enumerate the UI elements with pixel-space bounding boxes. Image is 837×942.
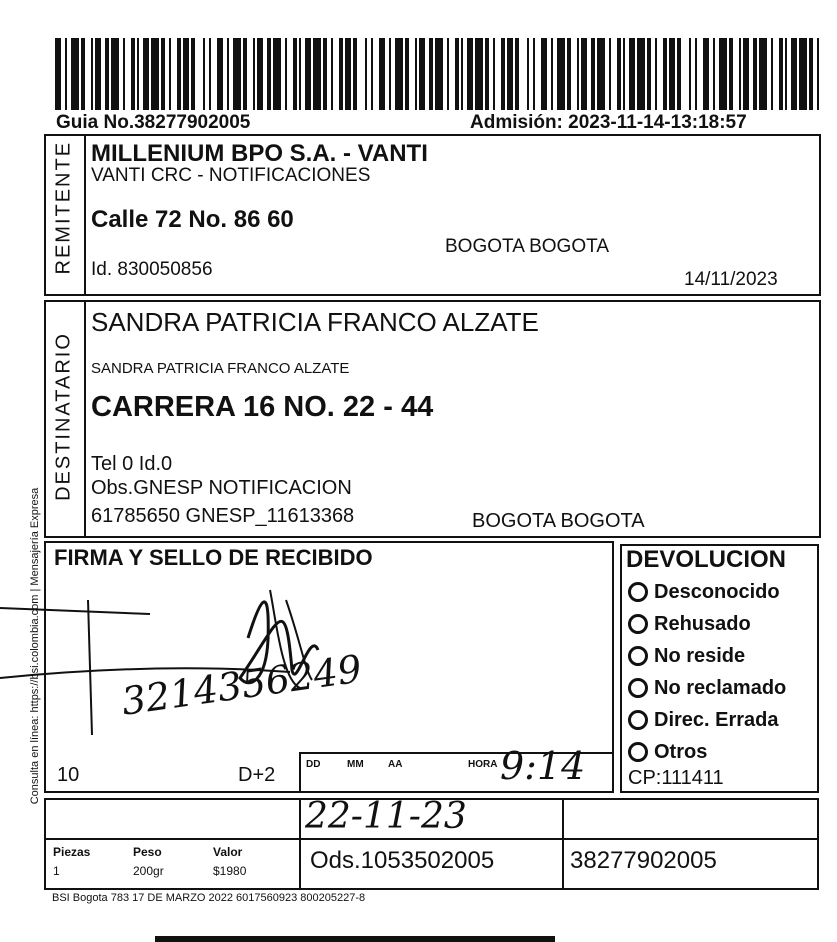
radio-circle-icon xyxy=(628,742,648,762)
ods-number: Ods.1053502005 xyxy=(310,847,495,874)
firma-d-code: D+2 xyxy=(238,764,276,786)
devolucion-option-label: No reclamado xyxy=(654,676,787,699)
radio-circle-icon xyxy=(628,614,648,634)
devolucion-options xyxy=(628,576,818,768)
mm-label: MM xyxy=(347,759,364,770)
piezas-label: Piezas xyxy=(53,845,91,859)
recipient-name: SANDRA PATRICIA FRANCO ALZATE xyxy=(91,307,539,337)
devolucion-option-label: Otros xyxy=(654,740,708,763)
sender-city: BOGOTA BOGOTA xyxy=(445,236,609,257)
devolucion-option-label: Desconocido xyxy=(654,580,780,603)
radio-circle-icon xyxy=(628,646,648,666)
sender-date: 14/11/2023 xyxy=(684,269,778,290)
hora-label: HORA xyxy=(468,759,498,770)
piezas-value: 1 xyxy=(53,864,60,878)
valor-label: Valor xyxy=(213,845,243,859)
barcode xyxy=(55,38,825,110)
sender-department: VANTI CRC - NOTIFICACIONES xyxy=(91,165,371,186)
aa-label: AA xyxy=(388,759,403,770)
guide-number: 38277902005 xyxy=(570,847,717,874)
radio-circle-icon xyxy=(628,678,648,698)
sender-address: Calle 72 No. 86 60 xyxy=(91,206,294,233)
devolucion-option[interactable] xyxy=(628,640,818,672)
peso-label: Peso xyxy=(133,845,162,859)
firma-title: FIRMA Y SELLO DE RECIBIDO xyxy=(54,545,373,570)
guia-number: Guia No.38277902005 xyxy=(56,112,251,133)
handwritten-phone: 3214356249 xyxy=(118,646,365,724)
postal-code: CP:111411 xyxy=(628,767,724,789)
devolucion-title: DEVOLUCION xyxy=(626,546,787,573)
peso-value: 200gr xyxy=(133,864,164,878)
radio-circle-icon xyxy=(628,710,648,730)
bottom-line: BSI Bogota 783 17 DE MARZO 2022 6017560923 800205227-8 xyxy=(52,892,366,904)
firma-left-number: 10 xyxy=(57,764,80,786)
devolucion-option-label: Direc. Errada xyxy=(654,708,779,731)
handwritten-time: 9:14 xyxy=(500,744,586,788)
remitente-label: REMITENTE xyxy=(52,140,75,275)
sender-id: Id. 830050856 xyxy=(91,259,213,280)
handwritten-date: 22-11-23 xyxy=(305,796,467,837)
valor-value: $1980 xyxy=(213,864,247,878)
recipient-city: BOGOTA BOGOTA xyxy=(472,510,645,532)
recipient-name-small: SANDRA PATRICIA FRANCO ALZATE xyxy=(91,360,350,377)
devolucion-option[interactable] xyxy=(628,576,818,608)
recipient-address: CARRERA 16 NO. 22 - 44 xyxy=(91,391,434,423)
devolucion-option-label: Rehusado xyxy=(654,612,751,635)
devolucion-option[interactable] xyxy=(628,672,818,704)
dd-label: DD xyxy=(306,759,321,770)
recipient-ref: 61785650 GNESP_11613368 xyxy=(91,505,355,527)
devolucion-option[interactable] xyxy=(628,608,818,640)
destinatario-label: DESTINATARIO xyxy=(52,332,75,501)
radio-circle-icon xyxy=(628,582,648,602)
bottom-edge-marks xyxy=(155,936,555,942)
recipient-obs: Obs.GNESP NOTIFICACION xyxy=(91,477,352,499)
devolucion-option[interactable] xyxy=(628,736,818,768)
sender-company: MILLENIUM BPO S.A. - VANTI xyxy=(91,140,428,167)
devolucion-option-label: No reside xyxy=(654,644,746,667)
devolucion-option[interactable] xyxy=(628,704,818,736)
side-text: Consulta en línea: https://bsi.colombia.com | Mensajería Expresa xyxy=(29,487,41,805)
admision-timestamp: Admisión: 2023-11-14-13:18:57 xyxy=(470,112,747,133)
recipient-tel: Tel 0 Id.0 xyxy=(91,453,173,475)
